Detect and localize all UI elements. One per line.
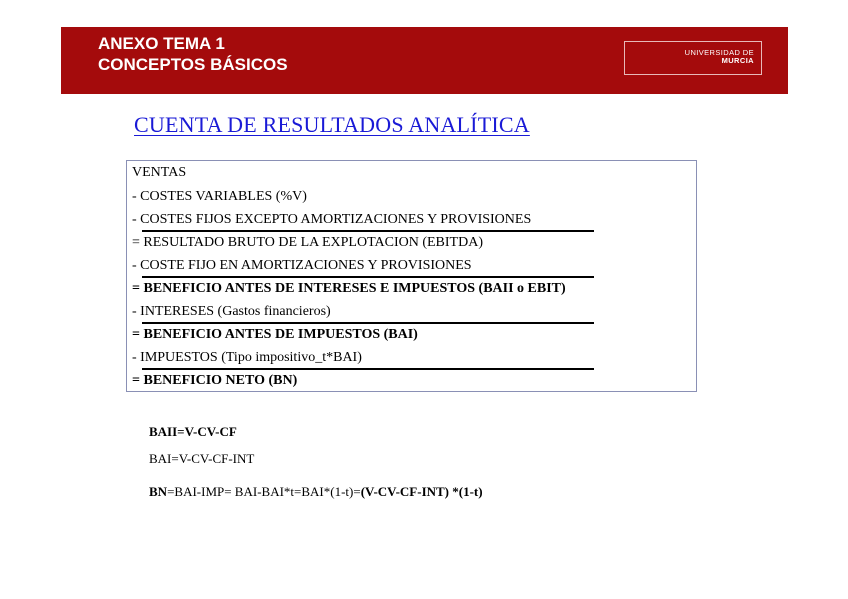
section-heading: CUENTA DE RESULTADOS ANALÍTICA	[134, 112, 530, 137]
header-banner	[61, 27, 788, 94]
title-line-1: ANEXO TEMA 1	[98, 34, 225, 53]
statement-row-amortizaciones: - COSTE FIJO EN AMORTIZACIONES Y PROVISIONES	[132, 258, 472, 273]
statement-row-ebitda: = RESULTADO BRUTO DE LA EXPLOTACION (EBITDA)	[132, 235, 483, 250]
statement-row-ventas: VENTAS	[132, 165, 187, 180]
statement-row-baii: = BENEFICIO ANTES DE INTERESES E IMPUESTOS (BAII o EBIT)	[132, 281, 566, 296]
formula-baii: BAII=V-CV-CF	[149, 424, 237, 439]
income-statement-box	[126, 160, 697, 392]
subtotal-rule	[142, 230, 594, 232]
slide-title	[98, 33, 288, 75]
statement-row-impuestos: - IMPUESTOS (Tipo impositivo_t*BAI)	[132, 350, 362, 365]
subtotal-rule	[142, 322, 594, 324]
statement-row-costes-fijos: - COSTES FIJOS EXCEPTO AMORTIZACIONES Y PROVISIONES	[132, 212, 532, 227]
subtotal-rule	[142, 276, 594, 278]
title-line-2: CONCEPTOS BÁSICOS	[98, 55, 288, 74]
formula-bn-suffix: (V-CV-CF-INT) *(1-t)	[360, 484, 483, 499]
logo-line-1: UNIVERSIDAD DE	[684, 48, 754, 57]
university-logo	[624, 41, 762, 75]
subtotal-rule	[142, 368, 594, 370]
statement-row-intereses: - INTERESES (Gastos financieros)	[132, 304, 331, 319]
formula-bn	[149, 484, 483, 500]
statement-row-beneficio-neto: = BENEFICIO NETO (BN)	[132, 373, 298, 388]
logo-text	[685, 49, 754, 65]
statement-row-bai: = BENEFICIO ANTES DE IMPUESTOS (BAI)	[132, 327, 418, 342]
statement-row-costes-variables: - COSTES VARIABLES (%V)	[132, 189, 307, 204]
formula-bn-prefix: BN	[149, 484, 168, 499]
formula-bn-middle: =BAI-IMP= BAI-BAI*t=BAI*(1-t)=	[167, 484, 361, 499]
logo-line-2: MURCIA	[721, 56, 754, 65]
formula-bai: BAI=V-CV-CF-INT	[149, 451, 255, 466]
